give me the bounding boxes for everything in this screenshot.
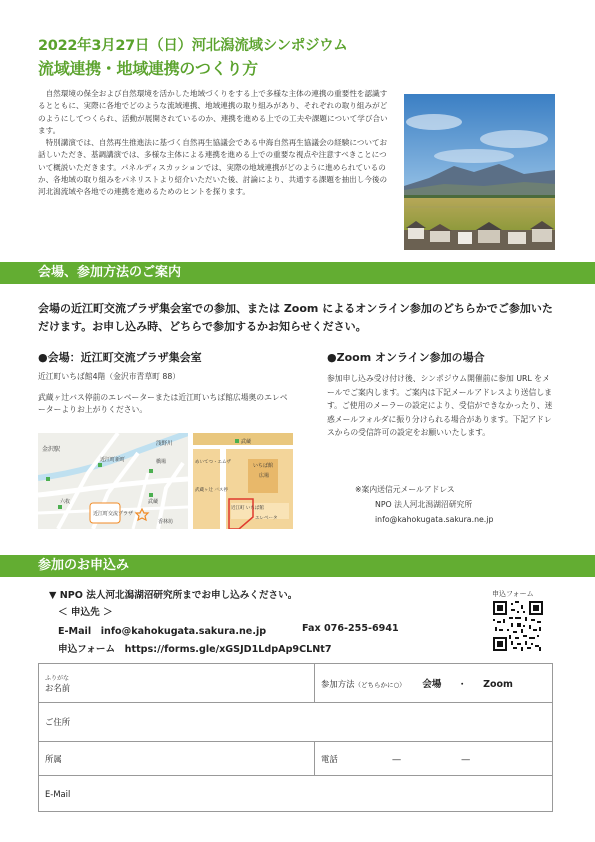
affiliation-label: 所属 bbox=[45, 753, 62, 764]
contact-email: E-Mail info@kahokugata.sakura.ne.jp bbox=[58, 626, 267, 637]
email-label: E-Mail bbox=[45, 788, 71, 799]
map2-label-bus-stop: 武蔵ヶ辻 バス停 bbox=[195, 488, 228, 493]
venue-heading: ●会場：近江町交流プラザ集会室 bbox=[38, 351, 202, 364]
zoom-heading: ●Zoom オンライン参加の場合 bbox=[327, 351, 485, 364]
name-cell[interactable] bbox=[39, 664, 315, 703]
event-subtitle: 流域連携・地域連携のつくり方 bbox=[38, 59, 258, 78]
intro-text bbox=[38, 88, 394, 199]
map-label-musashi: 武蔵 bbox=[148, 499, 159, 505]
map2-label-rakuyu: めいてつ・エムザ bbox=[195, 460, 231, 465]
furigana-label: ふりがな bbox=[45, 674, 70, 682]
email-cell[interactable] bbox=[39, 776, 553, 812]
method-venue-option[interactable]: 会場 bbox=[422, 679, 442, 690]
map2-label-musashi: 武蔵 bbox=[241, 439, 252, 445]
form-url[interactable]: 申込フォーム https://forms.gle/xGSJD1LdpAp9CLNt7 bbox=[58, 644, 332, 655]
phone-cell[interactable] bbox=[315, 742, 553, 776]
application-band bbox=[0, 555, 595, 577]
address-cell[interactable] bbox=[39, 703, 553, 742]
map-label-ronendo: 六枚 bbox=[60, 499, 71, 505]
qr-code[interactable] bbox=[493, 601, 543, 651]
contact-fax: Fax 076-255-6941 bbox=[302, 623, 399, 634]
detail-map bbox=[193, 433, 293, 529]
map-label-plaza: 近江町交流プラザ bbox=[93, 511, 134, 517]
event-title: 2022年3月27日（日）河北潟流域シンポジウム bbox=[38, 38, 348, 54]
map-label-asanogawa: 浅野川 bbox=[156, 441, 173, 447]
venue-address: 近江町いちば館4階（金沢市青草町 88） bbox=[38, 372, 181, 381]
name-label: お名前 bbox=[45, 682, 71, 693]
venue-section-band bbox=[0, 262, 595, 284]
qr-label: 申込フォーム bbox=[492, 590, 534, 598]
contact-label: ＜ 申込先 ＞ bbox=[58, 607, 113, 618]
map-label-omicho-shinmachi: 近江町新町 bbox=[100, 457, 126, 463]
method-hint: （どちらかに○） bbox=[354, 681, 406, 689]
area-map bbox=[38, 433, 188, 529]
participation-lead: 会場の近江町交流プラザ集会室での参加、または Zoom によるオンライン参加のどちらかでご参加いただけます。お申し込み時、どちらで参加するかお知らせください。 bbox=[38, 302, 553, 333]
method-cell[interactable] bbox=[315, 664, 553, 703]
phone-dash-1: ― bbox=[392, 753, 401, 764]
phone-dash-2: ― bbox=[461, 753, 470, 764]
intro-paragraph-1: 自然環境の保全および自然環境を活かした地域づくりをする上で多様な主体の連携の重要性を認識するとともに、実際に各地でどのような流域連携、地域連携の取り組みがあり、それぞれの取り組みがどのようにしてつくられ、活動が展開されているのか、連携を進める上での工夫や課題について学び合います。 bbox=[38, 89, 388, 135]
application-intro: ▼ NPO 法人河北潟湖沼研究所までお申し込みください。 bbox=[49, 590, 298, 601]
map-label-kanazawa: 金沢駅 bbox=[42, 446, 61, 453]
map2-label-ichiba: いちば館 bbox=[253, 463, 274, 469]
application-title: 参加のお申込み bbox=[38, 558, 130, 573]
map2-label-hiroba: 広場 bbox=[259, 473, 270, 479]
application-form bbox=[38, 663, 553, 812]
sender-note: ※案内送信元メールアドレス bbox=[355, 485, 455, 494]
affiliation-cell[interactable] bbox=[39, 742, 315, 776]
map-label-korinbo: 香林坊 bbox=[158, 519, 174, 525]
venue-section-title: 会場、参加方法のご案内 bbox=[38, 265, 182, 280]
phone-label: 電話 bbox=[321, 753, 338, 764]
intro-paragraph-2: 特別講演では、自然再生推進法に基づく自然再生協議会である中海自然再生協議会の経験についてお話しいただき、基調講演では、多様な主体による連携を進める上での重要な視点や注意すべきことについて概説いただきます。パネルディスカッションでは、実際の地域連携がどのように進められているのか、各地域の取り組みをパネリストより紹介いただいた後、討論により、共通する課題を抽出し今後の河北潟流域や各地での連携を進めるためのヒントを探ります。 bbox=[38, 138, 388, 197]
venue-access: 武蔵ヶ辻バス停前のエレベーターまたは近江町いちば館広場奥のエレベーターよりお上がりください。 bbox=[38, 393, 288, 414]
map2-label-ichiba-4f: 近江町 いちば館 bbox=[231, 506, 264, 511]
method-zoom-option[interactable]: Zoom bbox=[483, 679, 513, 690]
sender-email: info@kahokugata.sakura.ne.jp bbox=[375, 515, 494, 524]
sender-org: NPO 法人河北潟湖沼研究所 bbox=[375, 500, 473, 509]
method-label: 参加方法 bbox=[321, 679, 355, 689]
landscape-photo bbox=[404, 94, 555, 250]
map2-label-elevator: エレベータ bbox=[255, 516, 278, 521]
zoom-instructions: 参加申し込み受け付け後、シンポジウム開催前に参加 URL をメールでご案内します。ご案内は下記メールアドレスより送信します。ご使用のメーラーの設定により、受信ができなかったり、迷惑メールフォルダに振り分けられる場合があります。下記アドレスからの受信許可の設定をお願いいたします。 bbox=[327, 374, 553, 437]
map-label-hashiba: 橋場 bbox=[156, 459, 167, 465]
method-separator: ・ bbox=[458, 679, 467, 689]
address-label: ご住所 bbox=[45, 717, 71, 727]
